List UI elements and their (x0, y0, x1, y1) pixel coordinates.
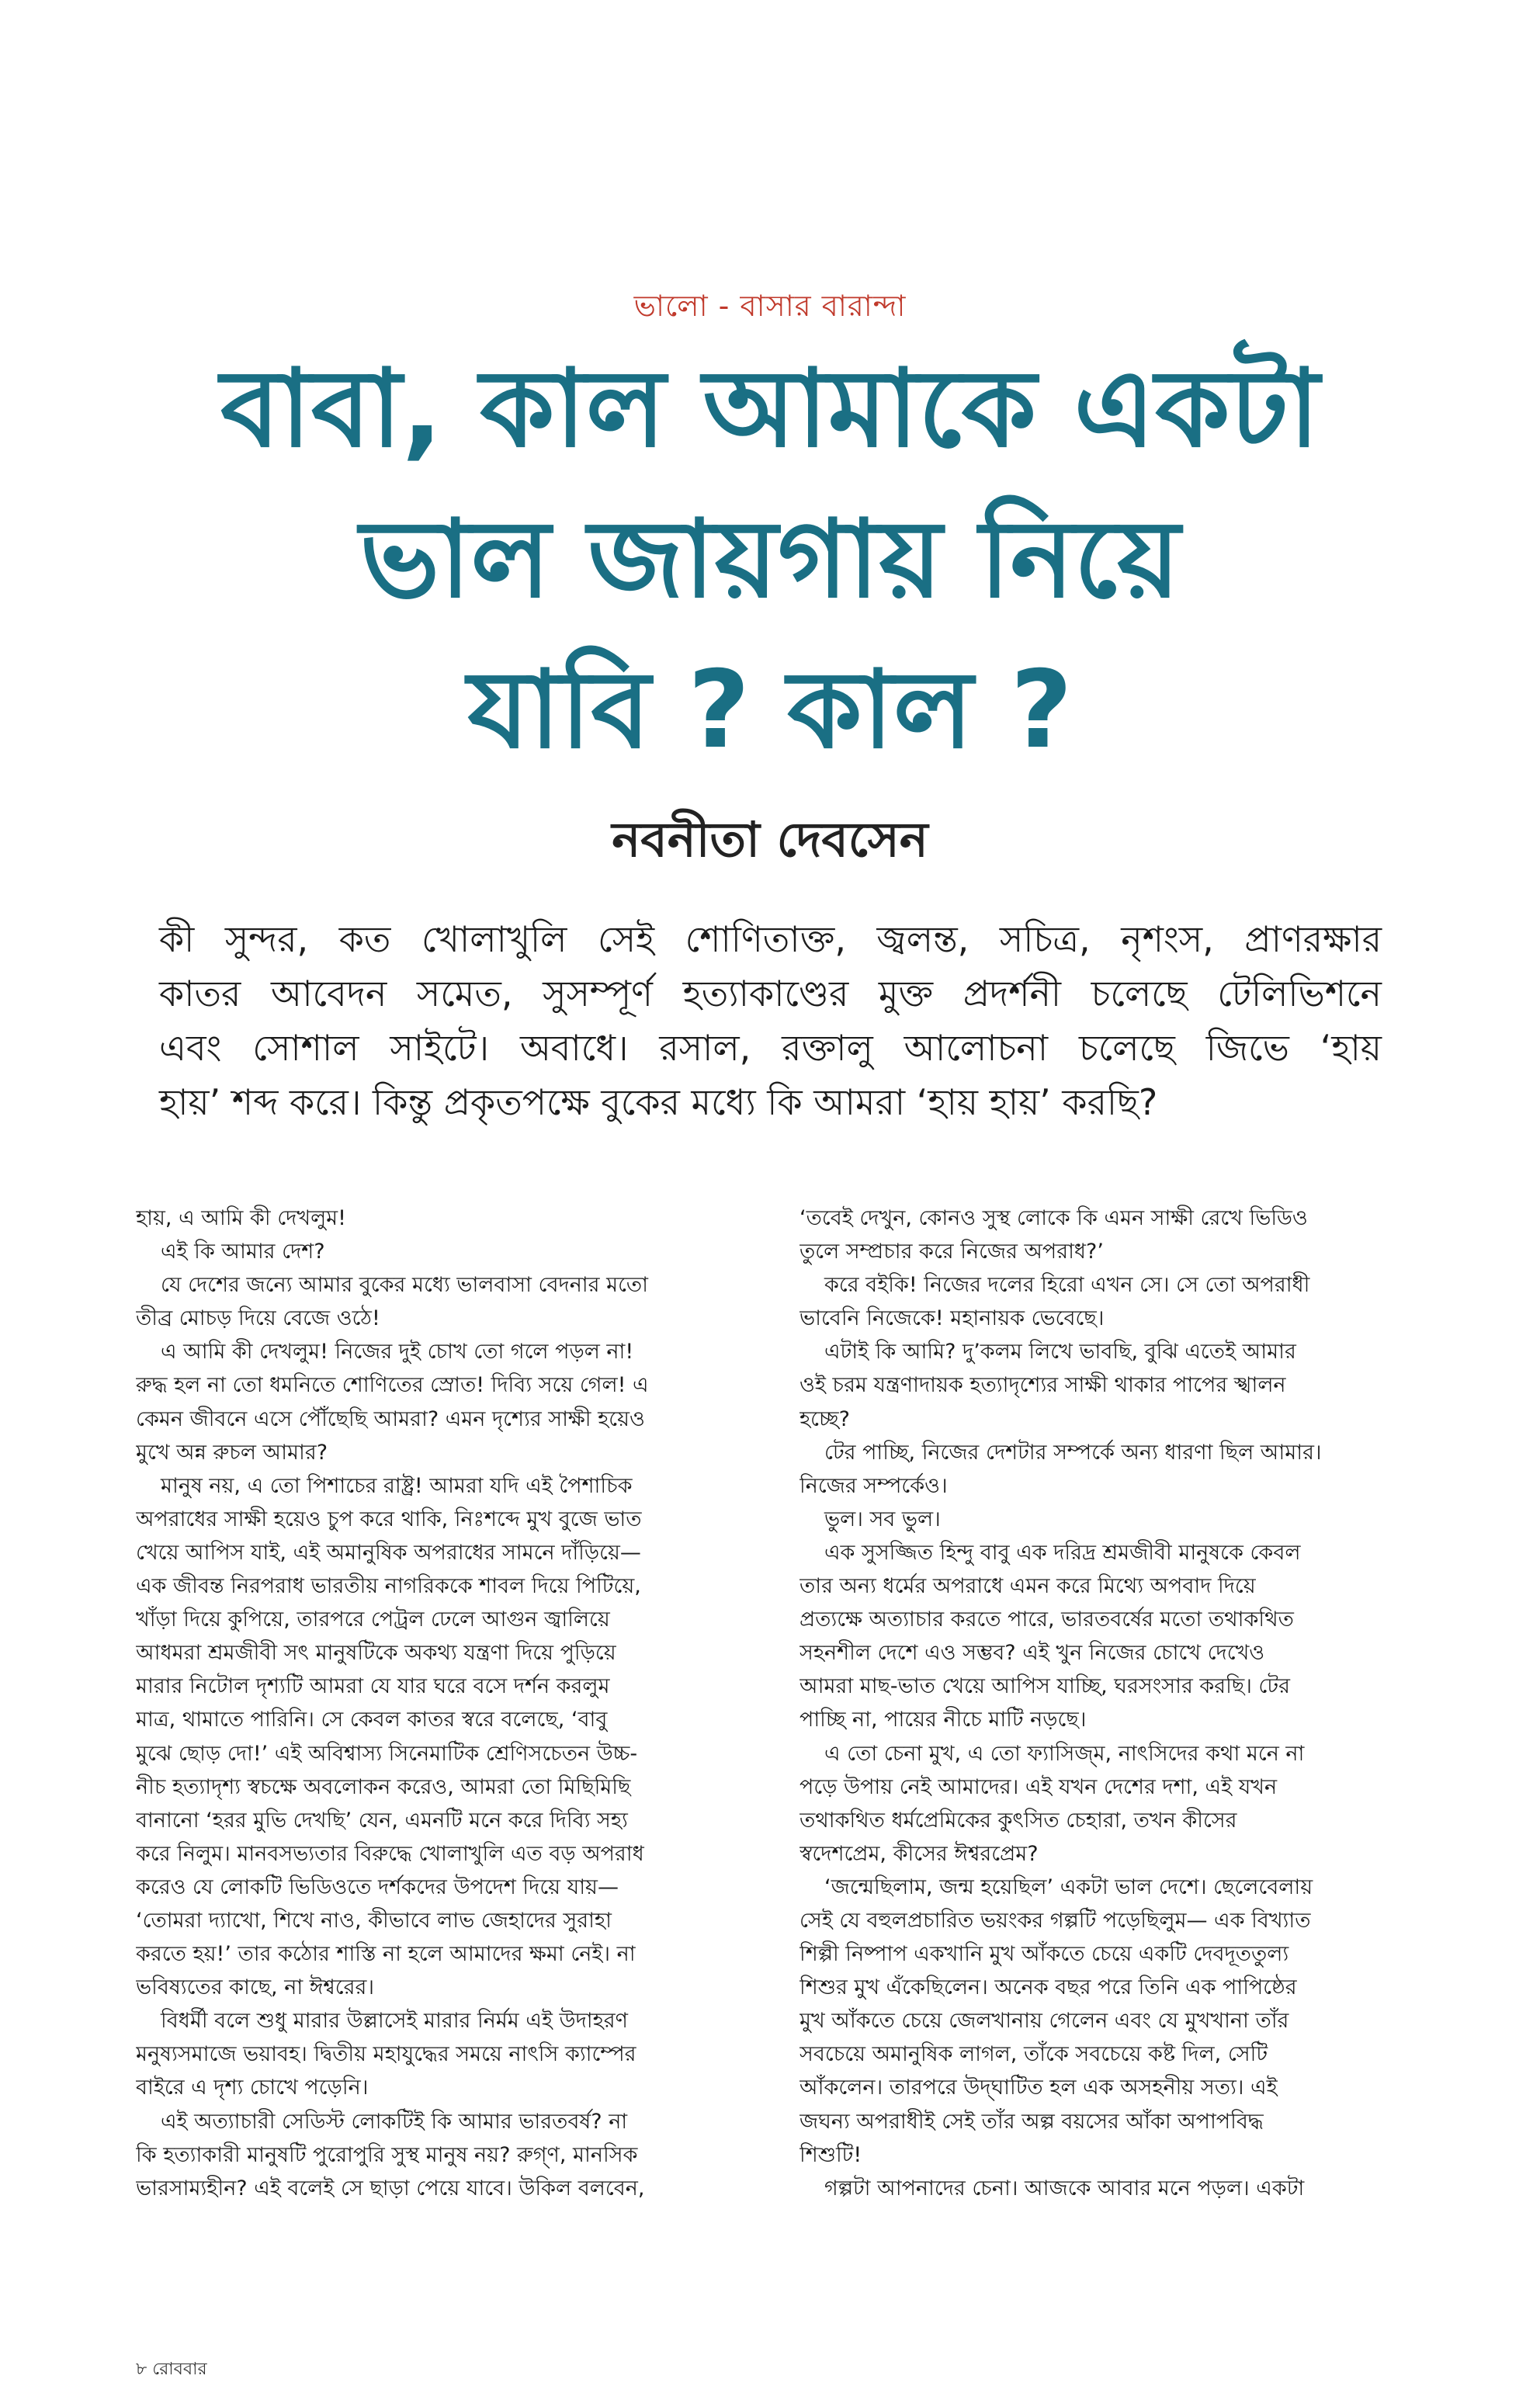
body-text-line: এই কি আমার দেশ? (161, 1240, 325, 1264)
body-text-line: ‘তবেই দেখুন, কোনও সুস্থ লোকে কি এমন সাক্ষী রেখে ভিডিও (799, 1206, 1308, 1230)
body-text-line: করেও যে লোকটি ভিডিওতে দর্শকদের উপদেশ দিয়ে যায়— (136, 1875, 619, 1899)
body-text-line: ভুল। সব ভুল। (824, 1507, 941, 1531)
body-text-line: যে দেশের জন্যে আমার বুকের মধ্যে ভালবাসা বেদনার মতো (161, 1273, 649, 1298)
body-text-line: মাত্র, থামাতে পারিনি। সে কেবল কাতর স্বরে বলেছে, ‘বাবু (136, 1708, 608, 1732)
body-text-line: মুখ আঁকতে চেয়ে জেলখানায় গেলেন এবং যে মুখখানা তাঁর (799, 2009, 1289, 2034)
intro-line: এবং সোশাল সাইটে। অবাধে। রসাল, রক্তালু আলোচনা চলেছে জিভে ‘হায় (159, 1027, 1382, 1069)
body-text-line: করতে হয়!’ তার কঠোর শাস্তি না হলে আমাদের ক্ষমা নেই। না (136, 1942, 636, 1967)
body-column-left (136, 1202, 726, 2205)
body-text-line: ‘জন্মেছিলাম, জন্ম হয়েছিল’ একটা ভাল দেশে। ছেলেবেলায় (824, 1875, 1313, 1899)
body-text-line: তথাকথিত ধর্মপ্রেমিকের কুৎসিত চেহারা, তখন কীসের (799, 1808, 1237, 1833)
body-text-line: ভারসাম্যহীন? এই বলেই সে ছাড়া পেয়ে যাবে। উকিল বলবেন, (136, 2176, 645, 2201)
body-text-line: ভবিষ্যতের কাছে, না ঈশ্বরের। (136, 1975, 374, 2000)
body-text-line: নিজের সম্পর্কেও। (799, 1473, 948, 1498)
article-headline (155, 334, 1385, 786)
body-text-line: মানুষ নয়, এ তো পিশাচের রাষ্ট্র! আমরা যদি এই পৈশাচিক (161, 1473, 633, 1498)
body-text-line: আমরা মাছ-ভাত খেয়ে আপিস যাচ্ছি, ঘরসংসার করছি। টের (799, 1674, 1290, 1699)
body-text-line: হচ্ছে? (799, 1406, 850, 1431)
body-text-line: এটাই কি আমি? দু’কলম লিখে ভাবছি, বুঝি এতেই আমার (824, 1340, 1296, 1365)
page-folio: ৮ রোববার (136, 2360, 207, 2379)
section-tag: ভালো - বাসার বারান্দা (633, 289, 907, 323)
body-text-line: ভাবেনি নিজেকে! মহানায়ক ভেবেছে। (799, 1306, 1105, 1331)
body-text-line: স্বদেশপ্রেম, কীসের ঈশ্বরপ্রেম? (799, 1841, 1039, 1866)
body-text-line: এক সুসজ্জিত হিন্দু বাবু এক দরিদ্র শ্রমজীবী মানুষকে কেবল (824, 1540, 1301, 1565)
body-text-line: আধমরা শ্রমজীবী সৎ মানুষটিকে অকথ্য যন্ত্রণা দিয়ে পুড়িয়ে (136, 1641, 616, 1666)
body-text-line: মুখে অন্ন রুচল আমার? (136, 1440, 328, 1465)
body-text-line: জঘন্য অপরাধীই সেই তাঁর অল্প বয়সের আঁকা অপাপবিদ্ধ (799, 2109, 1264, 2134)
body-text-line: তুলে সম্প্রচার করে নিজের অপরাধ?’ (799, 1240, 1104, 1264)
body-text-line: তীব্র মোচড় দিয়ে বেজে ওঠে! (136, 1306, 380, 1331)
body-text-line: অপরাধের সাক্ষী হয়েও চুপ করে থাকি, নিঃশব্দে মুখ বুজে ভাত (136, 1507, 642, 1531)
body-text-line: রুদ্ধ হল না তো ধমনিতে শোণিতের স্রোত! দিব্যি সয়ে গেল! এ (136, 1373, 649, 1398)
body-text-line: সবচেয়ে অমানুষিক লাগল, তাঁকে সবচেয়ে কষ্ট দিল, সেটি (799, 2042, 1268, 2067)
body-text-line: পড়ে উপায় নেই আমাদের। এই যখন দেশের দশা, এই যখন (799, 1774, 1278, 1799)
body-text-line: বাইরে এ দৃশ্য চোখে পড়েনি। (136, 2076, 369, 2100)
body-text-line: সেই যে বহুলপ্রচারিত ভয়ংকর গল্পটি পড়েছিলুম— এক বিখ্যাত (799, 1908, 1311, 1933)
body-text-line: এই অত্যাচারী সেডিস্ট লোকটিই কি আমার ভারতবর্ষ? না (161, 2109, 628, 2134)
body-text-line: গল্পটা আপনাদের চেনা। আজকে আবার মনে পড়ল। একটা (824, 2176, 1305, 2201)
body-column-right (799, 1202, 1389, 2205)
body-text-line: শিল্পী নিষ্পাপ একখানি মুখ আঁকতে চেয়ে একটি দেবদূততুল্য (799, 1942, 1289, 1967)
body-text-line: সহনশীল দেশে এও সম্ভব? এই খুন নিজের চোখে দেখেও (799, 1641, 1265, 1666)
body-text-line: আঁকলেন। তারপরে উদ্‌ঘাটিত হল এক অসহনীয় সত্য। এই (799, 2076, 1278, 2100)
body-text-line: টের পাচ্ছি, নিজের দেশটার সম্পর্কে অন্য ধারণা ছিল আমার। (824, 1440, 1322, 1465)
intro-line: হায়’ শব্দ করে। কিন্তু প্রকৃতপক্ষে বুকের মধ্যে কি আমরা ‘হায় হায়’ করছি? (159, 1081, 1158, 1123)
body-text-line: মারার নিটোল দৃশ্যটি আমরা যে যার ঘরে বসে দর্শন করলুম (136, 1674, 610, 1699)
headline-line: বাবা, কাল আমাকে একটা (220, 346, 1320, 471)
body-text-line: পাচ্ছি না, পায়ের নীচে মাটি নড়ছে। (799, 1708, 1087, 1732)
body-text-line: মুঝে ছোড় দো!’ এই অবিশ্বাস্য সিনেমাটিক শ্রেণিসচেতন উচ্চ- (136, 1741, 638, 1766)
body-text-line: এ তো চেনা মুখ, এ তো ফ্যাসিজ্‌ম, নাৎসিদের কথা মনে না (824, 1741, 1305, 1766)
author-byline: নবনীতা দেবসেন (612, 811, 928, 868)
body-text-line: নীচ হত্যাদৃশ্য স্বচক্ষে অবলোকন করেও, আমরা তো মিছিমিছি (136, 1774, 631, 1799)
body-text-line: খেয়ে আপিস যাই, এই অমানুষিক অপরাধের সামনে দাঁড়িয়ে— (136, 1540, 641, 1565)
headline-line: যাবি ? কাল ? (467, 647, 1073, 772)
intro-line: কাতর আবেদন সমেত, সুসম্পূর্ণ হত্যাকাণ্ডের মুক্ত প্রদর্শনী চলেছে টেলিভিশনে (159, 973, 1382, 1014)
body-text-line: কেমন জীবনে এসে পৌঁছেছি আমরা? এমন দৃশ্যের সাক্ষী হয়েও (136, 1406, 645, 1431)
body-text-line: মনুষ্যসমাজে ভয়াবহ। দ্বিতীয় মহাযুদ্ধের সময়ে নাৎসি ক্যাম্পের (136, 2042, 636, 2067)
body-text-line: এক জীবন্ত নিরপরাধ ভারতীয় নাগরিককে শাবল দিয়ে পিটিয়ে, (136, 1574, 641, 1599)
body-text-line: বানানো ‘হরর মুভি দেখছি’ যেন, এমনটি মনে করে দিব্যি সহ্য (136, 1808, 628, 1833)
body-text-line: করে বইকি! নিজের দলের হিরো এখন সে। সে তো অপরাধী (824, 1273, 1310, 1298)
body-text-line: ওই চরম যন্ত্রণাদায়ক হত্যাদৃশ্যের সাক্ষী থাকার পাপের স্খালন (799, 1373, 1286, 1398)
body-text-line: হায়, এ আমি কী দেখলুম! (136, 1206, 346, 1230)
body-text-line: প্রত্যক্ষে অত্যাচার করতে পারে, ভারতবর্ষের মতো তথাকথিত (799, 1607, 1294, 1632)
body-text-line: তার অন্য ধর্মের অপরাধে এমন করে মিথ্যে অপবাদ দিয়ে (799, 1574, 1256, 1599)
body-text-line: বিধর্মী বলে শুধু মারার উল্লাসেই মারার নির্মম এই উদাহরণ (161, 2009, 628, 2034)
body-text-line: কি হত্যাকারী মানুষটি পুরোপুরি সুস্থ মানুষ নয়? রুগ্ণ, মানসিক (136, 2142, 638, 2167)
body-text-line: ‘তোমরা দ্যাখো, শিখে নাও, কীভাবে লাভ জেহাদের সুরাহা (136, 1908, 612, 1933)
body-text-line: শিশুর মুখ এঁকেছিলেন। অনেক বছর পরে তিনি এক পাপিষ্ঠের (799, 1975, 1297, 2000)
intro-line: কী সুন্দর, কত খোলাখুলি সেই শোণিতাক্ত, জ্বলন্ত, সচিত্র, নৃশংস, প্রাণরক্ষার (159, 918, 1382, 960)
body-text-line: শিশুটি! (799, 2142, 862, 2167)
body-text-line: করে নিলুম। মানবসভ্যতার বিরুদ্ধে খোলাখুলি এত বড় অপরাধ (136, 1841, 644, 1866)
headline-line: ভাল জায়গায় নিয়ে (359, 497, 1181, 622)
body-text-line: এ আমি কী দেখলুম! নিজের দুই চোখ তো গলে পড়ল না! (161, 1340, 634, 1365)
intro-standfirst (159, 912, 1382, 1129)
body-text-line: খাঁড়া দিয়ে কুপিয়ে, তারপরে পেট্রল ঢেলে আগুন জ্বালিয়ে (136, 1607, 610, 1632)
